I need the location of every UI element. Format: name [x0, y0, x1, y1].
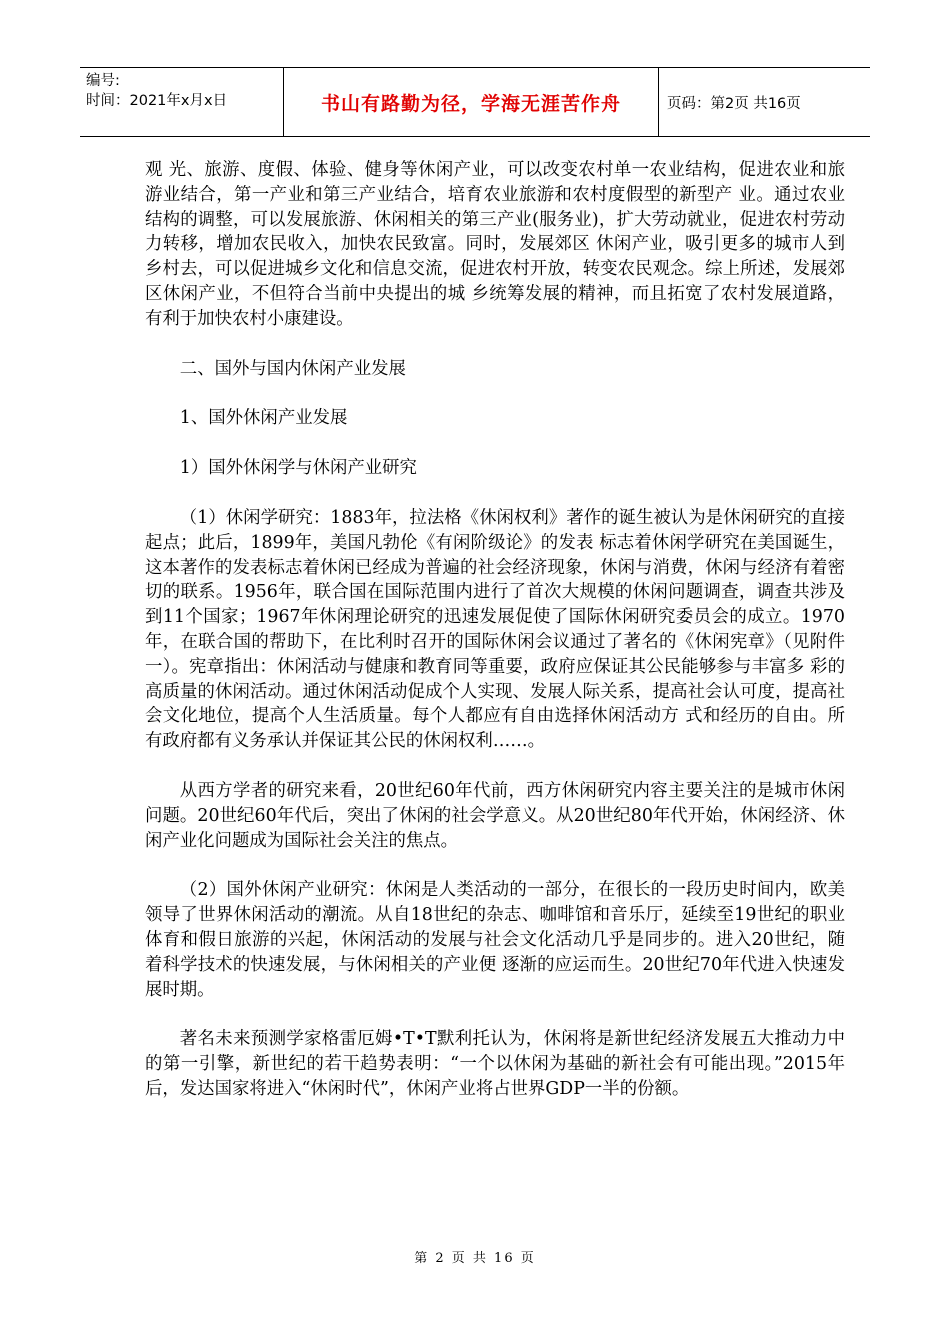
paragraph-3: 从西方学者的研究来看，20世纪60年代前，西方休闲研究内容主要关注的是城市休闲问题。20世纪60年代后，突出了休闲的社会学意义。从20世纪80年代开始，休闲经济、休闲产业化问题成为国际社会关注的焦点。: [145, 780, 845, 851]
paragraph-2: （1）休闲学研究：1883年，拉法格《休闲权利》著作的诞生被认为是休闲研究的直接起点；此后，1899年，美国凡勃伦《有闲阶级论》的发表 标志着休闲学研究在美国诞生，这本著作的发表标志着休闲已经成为普遍的社会经济现象，休闲与消费，休闲与经济有着密切的联系。1956年，联合国在国际范围内进行了首次大规模的休闲问题调查，调查共涉及到11个国家；1967年休闲理论研究的迅速发展促使了国际休闲研究委员会的成立。1970年，在联合国的帮助下，在比利时召开的国际休闲会议通过了著名的《休闲宪章》（见附件一）。宪章指出：休闲活动与健康和教育同等重要，政府应保证其公民能够参与丰富多 彩的高质量的休闲活动。通过休闲活动促成个人实现、发展人际关系，提高社会认可度，提高社会文化地位，提高个人生活质量。每个人都应有自由选择休闲活动方 式和经历的自由。所有政府都有义务承认并保证其公民的休闲权利……。: [145, 507, 845, 752]
subsubsection-heading: 1）国外休闲学与休闲产业研究: [179, 458, 417, 479]
section-heading: 二、国外与国内休闲产业发展: [179, 358, 406, 379]
time-label: 时间：2021年x月x日: [86, 93, 228, 109]
subsection-heading: 1、国外休闲产业发展: [179, 408, 348, 429]
header-meta: [80, 68, 284, 136]
header-motto: 书山有路勤为径，学海无涯苦作舟: [284, 68, 659, 136]
document-body: [145, 158, 845, 1102]
header-page-info: 页码：第2页 共16页: [667, 95, 801, 112]
page-header: [80, 67, 870, 137]
number-label: 编号:: [86, 73, 120, 89]
paragraph-4: （2）国外休闲产业研究：休闲是人类活动的一部分，在很长的一段历史时间内，欧美领导了世界休闲活动的潮流。从自18世纪的杂志、咖啡馆和音乐厅，延续至19世纪的职业体育和假日旅游的兴起，休闲活动的发展与社会文化活动几乎是同步的。进入20世纪，随着科学技术的快速发展，与休闲相关的产业便 逐渐的应运而生。20世纪70年代进入快速发展时期。: [145, 880, 845, 1000]
paragraph-1: 观 光、旅游、度假、体验、健身等休闲产业，可以改变农村单一农业结构，促进农业和旅游业结合，第一产业和第三产业结合，培育农业旅游和农村度假型的新型产 业。通过农业结构的调整，可以发展旅游、休闲相关的第三产业(服务业)，扩大劳动就业，促进农村劳动力转移，增加农民收入，加快农民致富。同时，发展郊区 休闲产业，吸引更多的城市人到乡村去，可以促进城乡文化和信息交流，促进农村开放，转变农民观念。综上所述，发展郊区休闲产业，不但符合当前中央提出的城 乡统筹发展的精神，而且拓宽了农村发展道路，有利于加快农村小康建设。: [145, 160, 845, 329]
page-footer: 第 2 页 共 16 页: [414, 1251, 536, 1266]
paragraph-5: 著名未来预测学家格雷厄姆•T•T默利托认为，休闲将是新世纪经济发展五大推动力中的第一引擎，新世纪的若干趋势表明：“一个以休闲为基础的新社会有可能出现。”2015年后，发达国家将进入“休闲时代”，休闲产业将占世界GDP一半的份额。: [145, 1029, 845, 1099]
